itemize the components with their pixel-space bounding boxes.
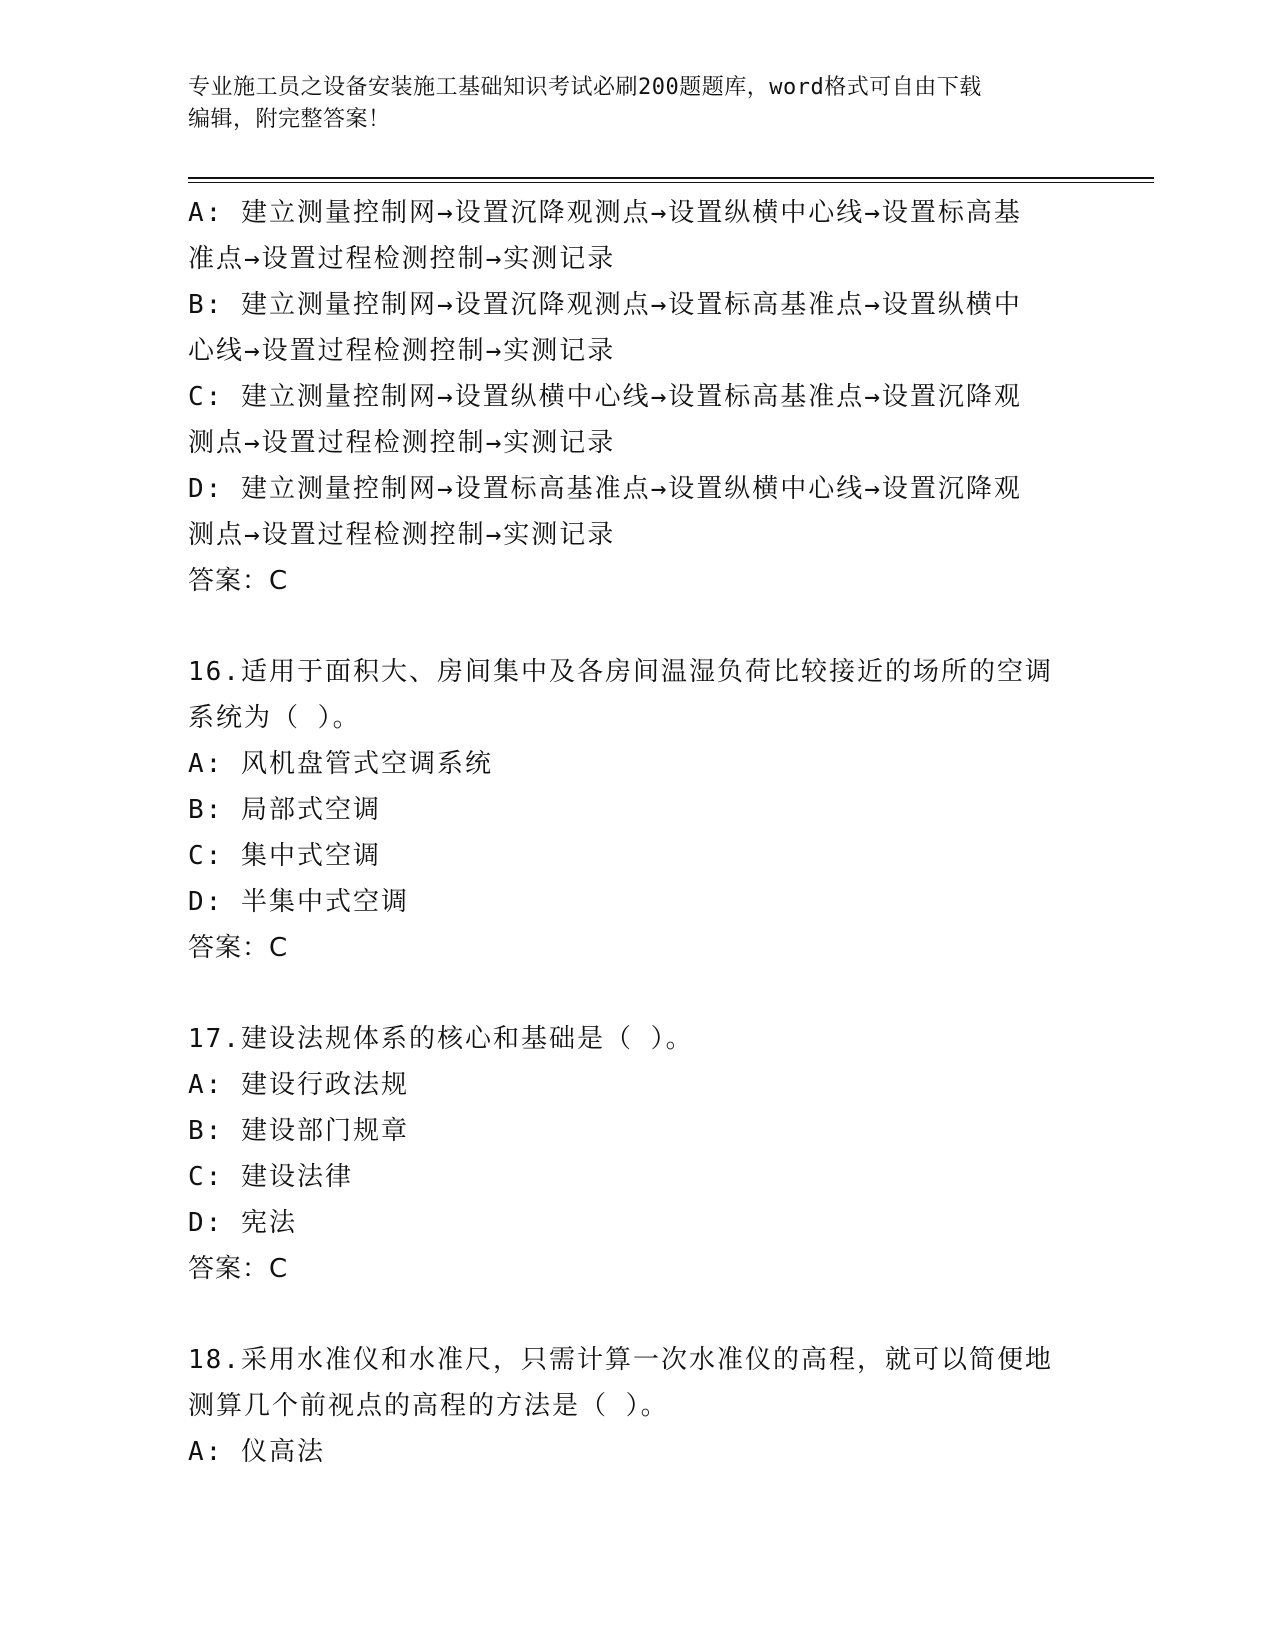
question-16-text-line2: 系统为（ ）。 bbox=[188, 703, 361, 733]
option-c: C: 集中式空调 bbox=[188, 841, 381, 871]
option-b: B: 建设部门规章 bbox=[188, 1116, 409, 1146]
option-d: D: 宪法 bbox=[188, 1208, 297, 1238]
header-divider-thin bbox=[188, 182, 1154, 183]
option-b: B: 局部式空调 bbox=[188, 795, 381, 825]
question-18-text-line2: 测算几个前视点的高程的方法是（ ）。 bbox=[188, 1391, 669, 1421]
spacer bbox=[188, 1292, 1068, 1337]
spacer bbox=[188, 971, 1068, 1016]
answer-17: 答案：C bbox=[188, 1254, 289, 1284]
answer-15: 答案：C bbox=[188, 566, 289, 596]
question-16-text-line1: 16.适用于面积大、房间集中及各房间温湿负荷比较接近的场所的空调 bbox=[188, 657, 1053, 687]
option-a: A: 仪高法 bbox=[188, 1437, 325, 1467]
spacer bbox=[188, 604, 1068, 649]
header-title-line2: 编辑，附完整答案！ bbox=[188, 107, 391, 132]
header-divider-thick bbox=[188, 177, 1154, 179]
answer-16: 答案：C bbox=[188, 933, 289, 963]
question-17-text: 17.建设法规体系的核心和基础是（ ）。 bbox=[188, 1024, 694, 1054]
option-c-line1: C: 建立测量控制网→设置纵横中心线→设置标高基准点→设置沉降观 bbox=[188, 382, 1022, 412]
question-16 bbox=[188, 649, 1068, 971]
option-a: A: 风机盘管式空调系统 bbox=[188, 749, 493, 779]
option-c: C: 建设法律 bbox=[188, 1162, 353, 1192]
header-title-line1: 专业施工员之设备安装施工基础知识考试必刷200题题库，word格式可自由下载 bbox=[188, 75, 982, 100]
option-a-line2: 准点→设置过程检测控制→实测记录 bbox=[188, 244, 616, 274]
option-d-line1: D: 建立测量控制网→设置标高基准点→设置纵横中心线→设置沉降观 bbox=[188, 474, 1022, 504]
question-17 bbox=[188, 1016, 1068, 1292]
option-a-line1: A: 建立测量控制网→设置沉降观测点→设置纵横中心线→设置标高基 bbox=[188, 198, 1022, 228]
option-b-line2: 心线→设置过程检测控制→实测记录 bbox=[188, 336, 616, 366]
option-a: A: 建设行政法规 bbox=[188, 1070, 409, 1100]
option-d: D: 半集中式空调 bbox=[188, 887, 409, 917]
question-18-text-line1: 18.采用水准仪和水准尺，只需计算一次水准仪的高程，就可以简便地 bbox=[188, 1345, 1053, 1375]
option-c-line2: 测点→设置过程检测控制→实测记录 bbox=[188, 428, 616, 458]
option-b-line1: B: 建立测量控制网→设置沉降观测点→设置标高基准点→设置纵横中 bbox=[188, 290, 1022, 320]
question-15-options bbox=[188, 190, 1068, 604]
option-d-line2: 测点→设置过程检测控制→实测记录 bbox=[188, 520, 616, 550]
question-content bbox=[188, 190, 1068, 1475]
page-header bbox=[188, 72, 1068, 136]
question-18 bbox=[188, 1337, 1068, 1475]
